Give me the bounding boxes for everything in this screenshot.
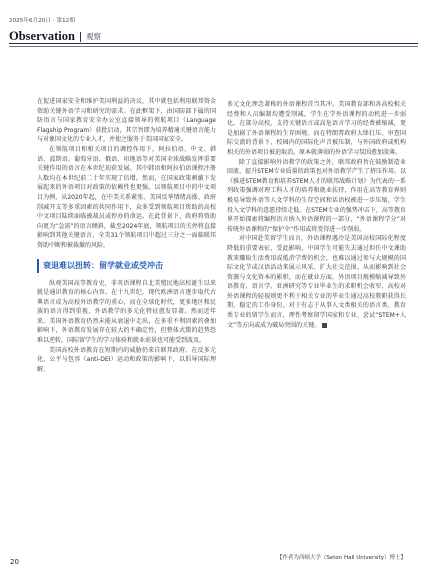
article-column-right (227, 100, 406, 330)
author-note: 【作者为西顿大学（Seton Hall University）博士】 (276, 555, 406, 561)
page-header (0, 0, 427, 41)
issue-date: 2025年6月20日 · 第12期 (9, 18, 75, 24)
article-column-left (37, 97, 216, 374)
header-rule-thick (9, 43, 418, 44)
section-heading: 衰退难以扭转：留学就业或受冲击 (37, 259, 216, 273)
column-title: Observation (9, 29, 75, 43)
end-of-article-icon (322, 323, 327, 328)
paragraph: 在领航项目和相关项目的调控作用下，阿拉伯语、中文、韩语、波斯语、葡萄牙语、俄语、印地语等对美国全球战略发挥重要关键作用的语言在本世纪初获发展。其中韩语和阿拉伯语课程注册人数均在本世纪前二十年实现了倍增。然而，在国家政策刺激下发展起来的外语项目对政策的依赖性也更强。以领航项目中的中文项目为例，从2020年起，在中美关系紧张、美国反华情绪高涨、政府削减开支等多重因素的共同作用下，众多受到领航项目资助的高校中文项目陆续面临被裁员或停办的命运。在此背景下，政府将资助向更为“急需”的语言倾斜，截至2024年底，领航项目的关停将直接影响到其他关键语言，全美31个领航项目中超过三分之一面临联邦资助中断和被裁撤的风险。 (37, 145, 216, 249)
paragraph: 多元文化理念著称的外语课程首当其冲。美国教育部和各高校相关经费和人员编制均遭受削减，学生在学外语课程的动机进一步弱化。在部分高校，支持关键语言或高危语言学习的经费被缩减，更是加剧了外语课程的生存困境。而在特朗普政府大肆打压、审查国际交流的背景下，校园内的国际化声音被压制，与外国政府或机构相关的外语项目被迫取消，原本就薄弱的外语学习氛围愈加淡薄。 (227, 101, 406, 156)
column-subtitle: 观察 (85, 32, 101, 41)
title-divider (80, 32, 81, 42)
paragraph: 在促进国家安全和维护美国利益的决议，其中就包括利用联邦资金资助关键外语学习和研究的需求。在此框架下，由国防部下属的国防语言与国家教育安全办公室直接领导的领航项目（Language Flagship Program）获批启动，其宗旨即为培养精通关键语言能力与对象国文化的专业人才，并使之服务于美国国家安全。 (37, 98, 216, 144)
paragraph: 纵观美国高等教育史，非英语课程自北美殖民地高校诞生以来就是通识教育的核心内容。在十九世纪，现代欧洲语言逐步取代古典语言成为高校外语教学的重心，而在全球化时代，更多地区和民族的语言得到重视，外语教学的多元化特征愈发显著。然而近年来，美国外语教育仍然未能从衰退中走出，在多重不利因素的叠加影响下，外语教育发展存在较大的不确定性，但整体式微的趋势恐难以逆转，国际留学生的学习体验和就业前景也可能受到波及。 (37, 279, 216, 345)
paragraph-last (227, 234, 406, 330)
page-number: 20 (10, 558, 19, 566)
column-title-group (9, 29, 101, 44)
paragraph: 除了直接影响外语教学的政策之外，联邦政府旨在鼓励制造业回流、提升STEM专业质量的政策也对外语教学产生了挤压作用。以《推进STEM教育和培养STEM人才的联邦战略计划》为代表的一系列政策强调对理工科人才的培养和就业扶持，作用在高等教育界则极易导致外语等人文学科的生存空间和话语权被进一步压缩，学生投入文学科的意愿持续走低。在STEM专业的强势冲击下，高等教育界开始探索将编程语言纳入外语课程的一部分，“外语课程学分”对传统外语课程的“保护伞”作用或将变得进一步削弱。 (227, 158, 406, 233)
header-rule-thin (9, 46, 418, 47)
paragraph: 美国高校外语教育在短期内的威胁仍来自联邦政府。在反多元化、公平与包容（anti-DEI）运动和政策的影响下，以倡导国际理解、 (37, 346, 216, 373)
paragraph-text: 对中国赴美留学生而言，外语课程遇冷是美国高校国际化程度降低的重要表征，受此影响，中国学生可能失去通过担任中文课助教来赚取生活费用或抵消学费的机会，也难以通过参与大规模的国际文化节或汉语活动来展示风采、扩大社交范围。从而影响到社会资源与文化资本的累积。而在就业方面，外语项目规模缩减导致外语教育、语言学、亚洲研究等专业毕业生的求职机会收窄，高校对外语课程的轻视则更不利于相关专业的毕业生通过高校教职获得长期、稳定的工作身份。对于有志于从事人文类相关的语言类、教育类专业的留学生而言，理性考察留学国家和专业、尝试“STEM+人文”等方向或成为破局突围的关键。 (227, 235, 406, 329)
